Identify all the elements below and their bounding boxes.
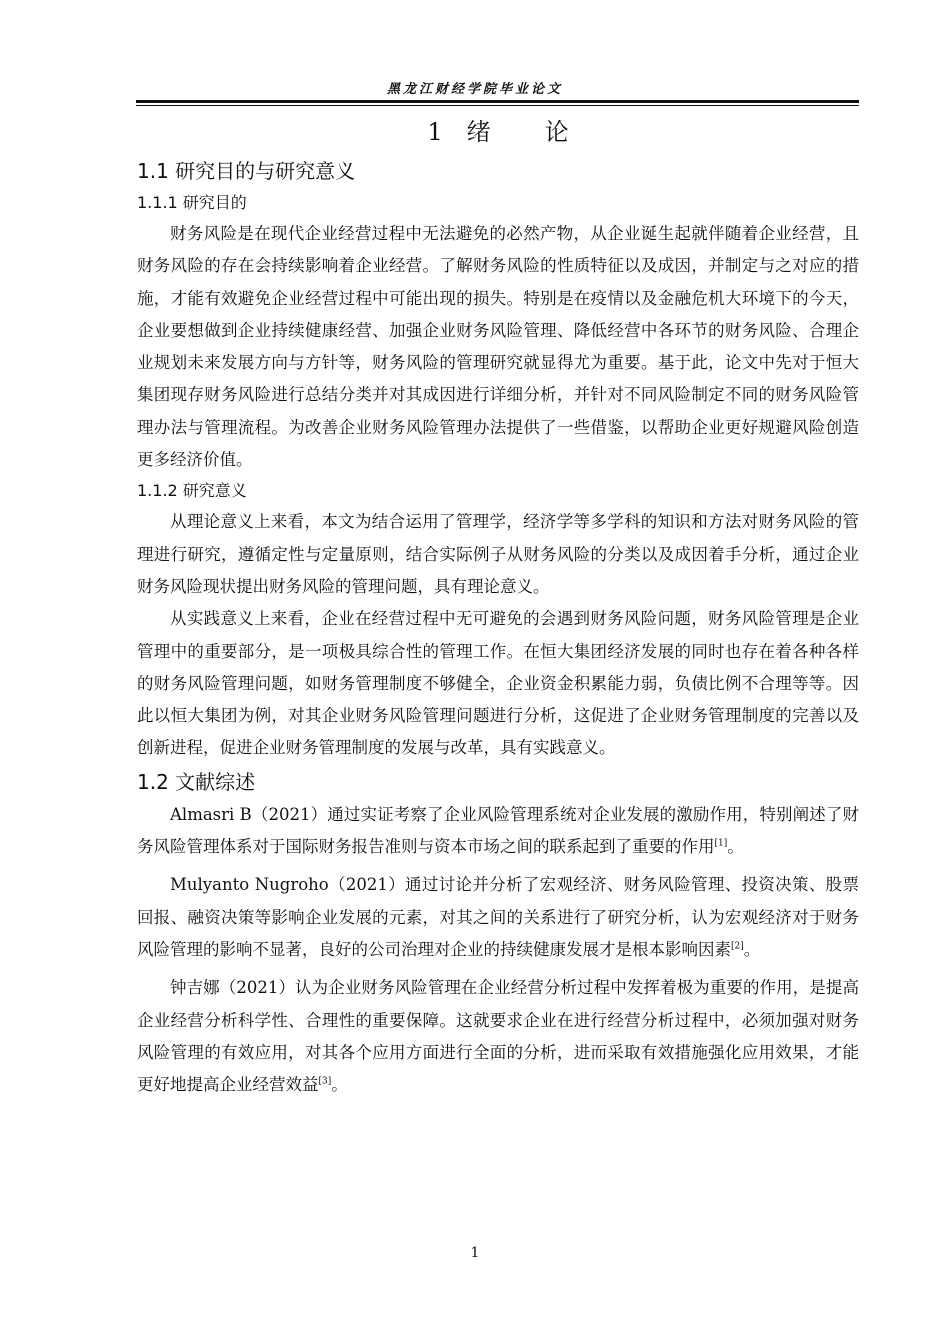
page-number: 1 (470, 1245, 480, 1261)
chapter-title (137, 112, 859, 154)
paragraph-practical-significance: 从实践意义上来看，企业在经营过程中无可避免的会遇到财务风险问题，财务风险管理是企业管理中的重要部分，是一项极具综合性的管理工作。在恒大集团经济发展的同时也存在着各种各样的财务风险管理问题，如财务管理制度不够健全，企业资金积累能力弱，负债比例不合理等等。因此以恒大集团为例，对其企业财务风险管理问题进行分析，这促进了企业财务管理制度的完善以及创新进程，促进企业财务管理制度的发展与改革，具有实践意义。 (137, 609, 859, 758)
header-rule-thin (136, 105, 859, 106)
chapter-title-part2: 论 (544, 118, 569, 146)
paragraph-literature-zhong (137, 972, 859, 1101)
paragraph-literature-nugroho (137, 869, 859, 966)
literature-text: 钟吉娜（2021）认为企业财务风险管理在企业经营分析过程中发挥着极为重要的作用，是提高企业经营分析科学性、合理性的重要保障。这就要求企业在进行经营分析过程中，必须加强对财务风险管理的有效应用，对其各个应用方面进行全面的分析，进而采取有效措施强化应用效果，才能更好地提高企业经营效益 (137, 978, 859, 1095)
page-content (137, 112, 859, 1101)
literature-end: 。 (727, 837, 744, 857)
literature-end: 。 (743, 939, 761, 959)
citation-ref: [2] (731, 941, 744, 952)
paragraph-theoretical-significance: 从理论意义上来看，本文为结合运用了管理学，经济学等多学科的知识和方法对财务风险的管理进行研究，遵循定性与定量原则，结合实际例子从财务风险的分类以及成因着手分析，通过企业财务风险现状提出财务风险的管理问题，具有理论意义。 (137, 512, 859, 596)
citation-ref: [3] (318, 1076, 332, 1087)
paragraph-literature-almasri (137, 799, 859, 864)
header-rule-thick (136, 100, 859, 103)
running-header: 黑龙江财经学院毕业论文 (386, 82, 563, 97)
subsection-heading-1-1-2: 1.1.2 研究意义 (137, 481, 247, 501)
paragraph-research-purpose: 财务风险是在现代企业经营过程中无法避免的必然产物，从企业诞生起就伴随着企业经营，且财务风险的存在会持续影响着企业经营。了解财务风险的性质特征以及成因，并制定与之对应的措施，才能有效避免企业经营过程中可能出现的损失。特别是在疫情以及金融危机大环境下的今天，企业要想做到企业持续健康经营、加强企业财务风险管理、降低经营中各环节的财务风险、合理企业规划未来发展方向与方针等，财务风险的管理研究就显得尤为重要。基于此，论文中先对于恒大集团现存财务风险进行总结分类并对其成因进行详细分析，并针对不同风险制定不同的财务风险管理办法与管理流程。为改善企业财务风险管理办法提供了一些借鉴，以帮助企业更好规避风险创造更多经济价值。 (137, 224, 859, 470)
section-heading-1-2: 1.2 文献综述 (137, 769, 256, 794)
literature-text: Mulyanto Nugroho（2021）通过讨论并分析了宏观经济、财务风险管理、投资决策、股票回报、融资决策等影响企业发展的元素，对其之间的关系进行了研究分析，认为宏观经济对于财务风险管理的影响不显著，良好的公司治理对企业的持续健康发展才是根本影响因素 (137, 875, 859, 959)
citation-ref: [1] (714, 838, 728, 849)
chapter-title-part1: 绪 (466, 118, 491, 146)
section-heading-1-1: 1.1 研究目的与研究意义 (137, 159, 356, 183)
literature-end: 。 (331, 1075, 348, 1095)
chapter-number: 1 (427, 118, 443, 146)
subsection-heading-1-1-1: 1.1.1 研究目的 (137, 193, 247, 212)
literature-text: Almasri B（2021）通过实证考察了企业风险管理系统对企业发展的激励作用，特别阐述了财务风险管理体系对于国际财务报告准则与资本市场之间的联系起到了重要的作用 (137, 804, 859, 857)
